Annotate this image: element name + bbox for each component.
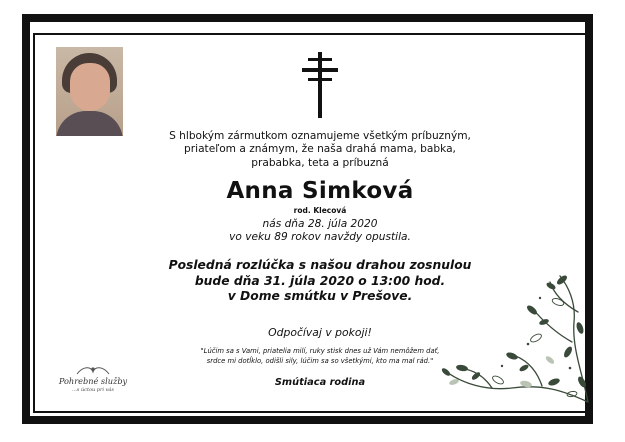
logo-tagline: ...s úctou pri vás [72,387,114,393]
death-notice [90,218,550,245]
quote-line: srdce mi dotĺklo, odišli sily, lúčim sa so všetkými, kto ma mal rád." [206,356,434,365]
family-signature: Smútiaca rodina [274,377,366,388]
intro-line: S hlbokým zármutkom oznamujeme všetkým príbuzným, [169,130,471,142]
funeral-service-logo [55,364,131,398]
maiden-name: rod. Klecová [293,206,347,215]
intro-text [90,130,550,170]
deceased-name: Anna Simková [226,178,414,204]
quote-line: "Lúčim sa s Vami, priatelia milí, ruky stisk dnes už Vám nemôžem dať, [200,347,440,355]
funeral-line: v Dome smútku v Prešove. [227,289,413,304]
rest-in-peace-message: Odpočívaj v pokoji! [268,326,372,339]
floral-vine-ornament [432,272,592,406]
orthodox-cross-icon [302,52,338,118]
funeral-line: Posledná rozlúčka s našou drahou zosnulou [168,258,472,272]
death-line: vo veku 89 rokov navždy opustila. [229,231,411,244]
intro-line: prababka, teta a príbuzná [251,156,389,169]
funeral-line: bude dňa 31. júla 2020 o 13:00 hod. [194,273,446,288]
death-line: nás dňa 28. júla 2020 [262,218,378,230]
deceased-portrait-photo [56,47,123,136]
logo-brand-text: Pohrebné služby [58,376,128,386]
intro-line: priateľom a známym, že naša drahá mama, babka, [184,143,456,156]
portrait-face [70,63,110,111]
